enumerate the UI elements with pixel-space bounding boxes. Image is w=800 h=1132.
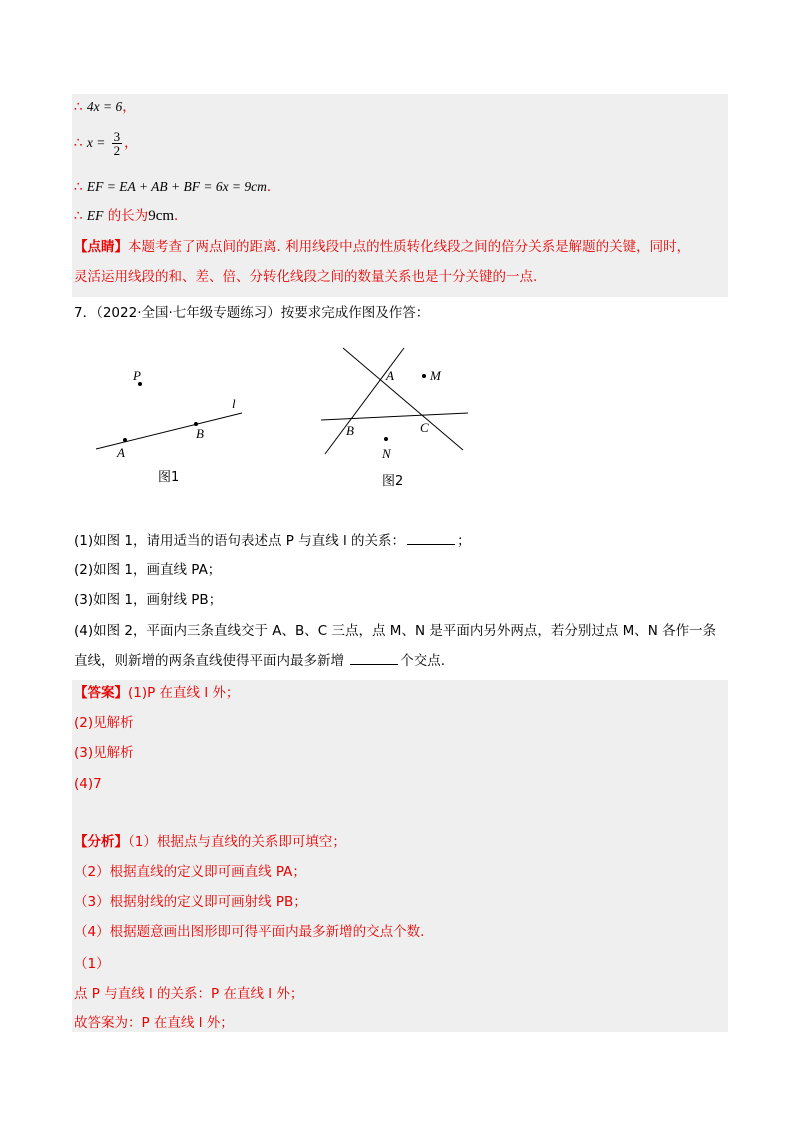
comment-text-2: 灵活运用线段的和、差、倍、分转化线段之间的数量关系也是十分关键的一点. xyxy=(74,269,538,285)
label-n: N xyxy=(382,446,391,461)
question-4-text: 直线，则新增的两条直线使得平面内最多新增 xyxy=(74,653,344,669)
segment-ef: EF xyxy=(86,208,104,223)
line-l xyxy=(96,413,242,449)
figure-2-caption: 图2 xyxy=(382,474,404,489)
label-b: B xyxy=(196,426,204,441)
analysis-part-1: （1） xyxy=(74,956,110,972)
point-n xyxy=(384,437,388,441)
figure-2 xyxy=(318,342,478,492)
analysis-3: （3）根据射线的定义即可画射线 PB； xyxy=(74,894,307,910)
fraction-denominator: 2 xyxy=(113,142,121,158)
fraction-numerator: 3 xyxy=(113,128,121,144)
label-a: A xyxy=(386,368,394,383)
question-4-line-2 xyxy=(74,652,445,670)
analysis-4: （4）根据题意画出图形即可得平面内最多新增的交点个数. xyxy=(74,924,425,940)
period: ． xyxy=(174,208,188,224)
comment-text-1: 本题考查了两点间的距离. 利用线段中点的性质转化线段之间的倍分关系是解题的关键，同时， xyxy=(128,239,691,255)
question-4-line-1: (4)如图 2，平面内三条直线交于 A、B、C 三点，点 M、N 是平面内另外两点，若分别过点 M、N 各作一条 xyxy=(74,623,717,639)
question-1 xyxy=(74,532,471,550)
fraction-three-halves xyxy=(112,130,123,157)
solution-step-2 xyxy=(74,128,138,158)
label-m: M xyxy=(430,368,441,383)
solution-step-1 xyxy=(74,98,136,116)
equation-ef: EF = EA + AB + BF = 6x = 9cm xyxy=(86,179,267,194)
period: ． xyxy=(266,179,281,195)
comma: ， xyxy=(124,135,138,151)
answer-blank xyxy=(350,652,398,665)
analysis-1-text: （1）根据点与直线的关系即可填空； xyxy=(128,834,346,850)
answer-1 xyxy=(74,684,239,702)
comment-line-1 xyxy=(74,238,690,256)
label-l: l xyxy=(232,396,236,411)
answer-block xyxy=(72,680,728,1032)
therefore-symbol: ∴ xyxy=(74,208,83,224)
point-m xyxy=(422,374,426,378)
question-1-text: (1)如图 1，请用适当的语句表述点 P 与直线 l 的关系： xyxy=(74,533,406,549)
therefore-symbol: ∴ xyxy=(74,99,83,115)
analysis-2: （2）根据直线的定义即可画直线 PA； xyxy=(74,864,306,880)
answer-3: (3)见解析 xyxy=(74,745,134,761)
question-header: 7．（2022·全国·七年级专题练习）按要求完成作图及作答： xyxy=(74,305,430,321)
question-3: (3)如图 1，画射线 PB； xyxy=(74,592,223,608)
question-1-end: ； xyxy=(457,533,471,549)
label-p: P xyxy=(133,368,141,383)
label-c: C xyxy=(420,420,429,435)
question-4-end: 个交点. xyxy=(400,653,446,669)
comma: ， xyxy=(122,99,136,115)
length-text: 的长为 xyxy=(107,208,149,224)
line-ab xyxy=(325,348,404,454)
analysis-relation: 点 P 与直线 l 的关系：P 在直线 l 外； xyxy=(74,986,304,1002)
equation-x: x = xyxy=(86,135,106,150)
therefore-symbol: ∴ xyxy=(74,179,83,195)
label-a: A xyxy=(117,445,125,460)
question-2: (2)如图 1，画直线 PA； xyxy=(74,562,222,578)
line-bc xyxy=(321,413,468,420)
answer-tag: 【答案】 xyxy=(74,685,128,701)
length-value: 9cm xyxy=(148,208,175,224)
therefore-symbol: ∴ xyxy=(74,135,83,151)
answer-2: (2)见解析 xyxy=(74,715,134,731)
analysis-final-answer: 故答案为：P 在直线 l 外； xyxy=(74,1015,234,1031)
answer-1-text: (1)P 在直线 l 外； xyxy=(128,685,240,701)
figure-1 xyxy=(80,360,260,490)
figure-1-caption: 图1 xyxy=(158,470,180,485)
line-ac xyxy=(343,348,463,450)
answer-blank xyxy=(407,532,455,545)
solution-step-4 xyxy=(74,207,188,225)
equation-4x: 4x = 6 xyxy=(86,99,123,114)
point-a xyxy=(123,438,127,442)
answer-4: (4)7 xyxy=(74,776,102,792)
comment-tag: 【点睛】 xyxy=(74,239,128,255)
analysis-1 xyxy=(74,833,346,851)
analysis-tag: 【分析】 xyxy=(74,834,128,850)
label-b: B xyxy=(346,423,354,438)
solution-step-3 xyxy=(74,178,280,196)
